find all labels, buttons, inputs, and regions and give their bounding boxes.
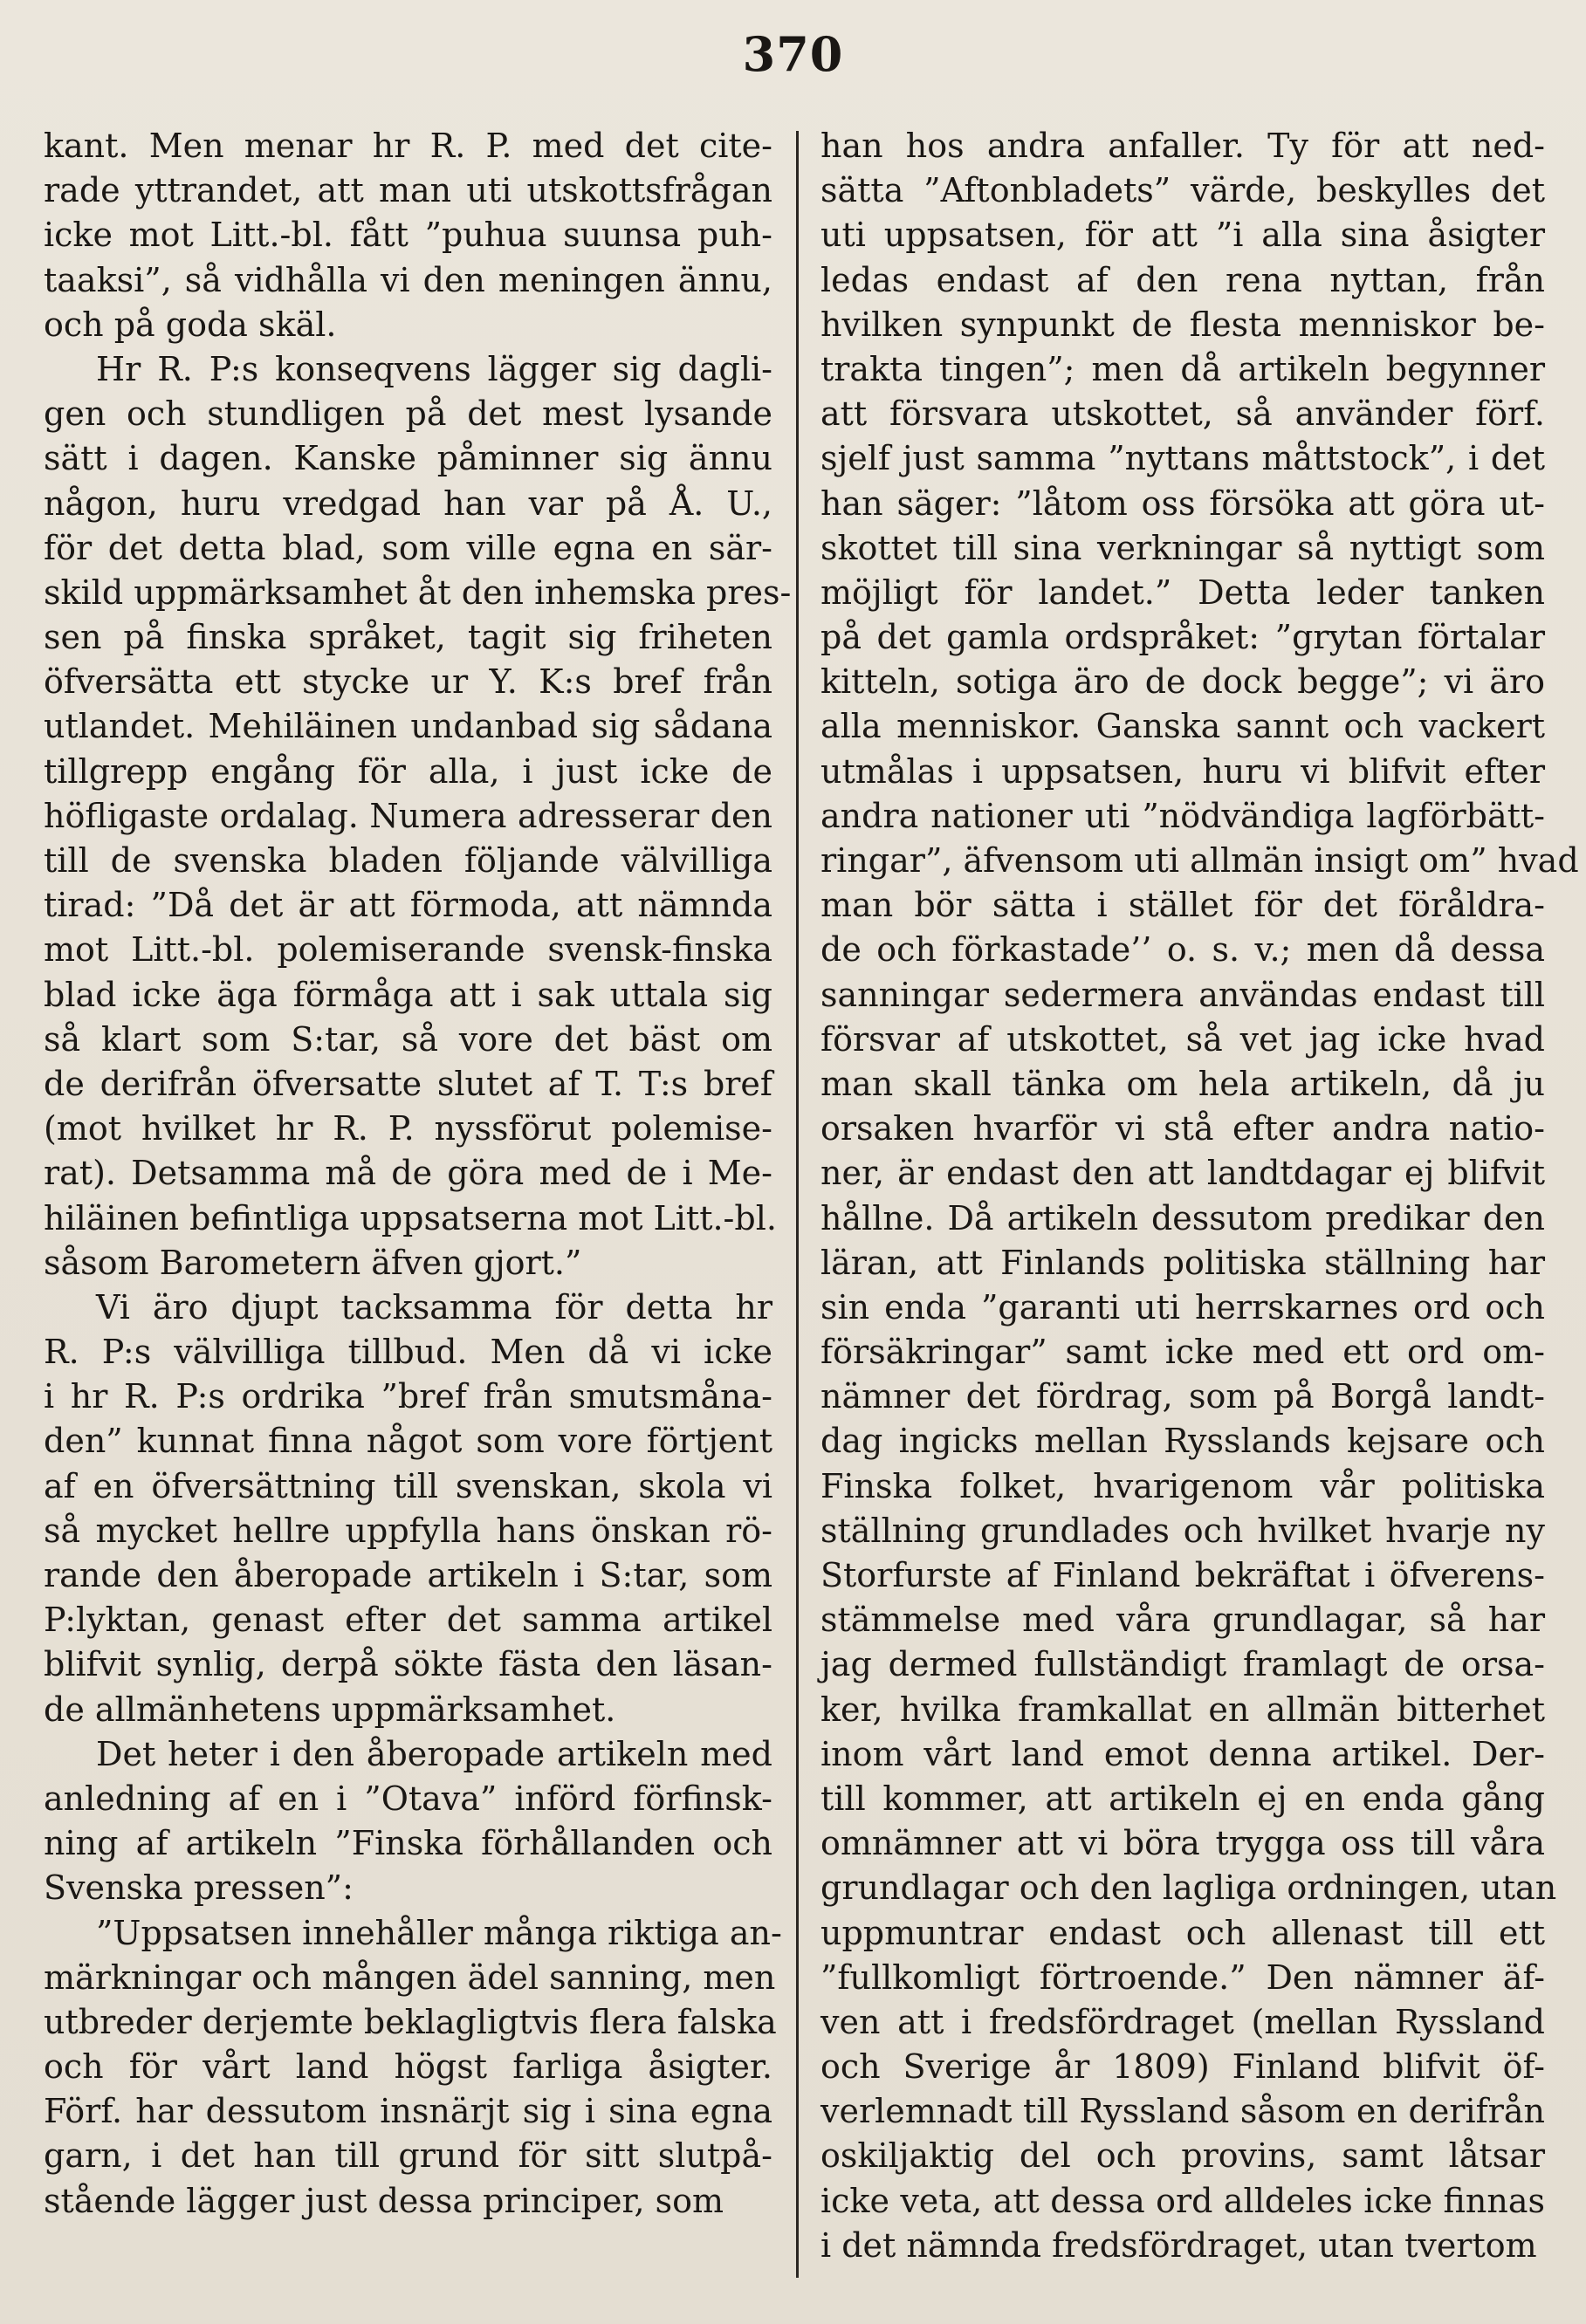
text-line: läran, att Finlands politiska ställning har <box>820 1243 1545 1282</box>
right-text-column <box>820 124 1579 2268</box>
text-line: blifvit synlig, derpå sökte fästa den läsan- <box>44 1645 772 1684</box>
text-line: kant. Men menar hr R. P. med det cite- <box>44 127 772 165</box>
text-line: uti uppsatsen, för att ”i alla sina åsigter <box>820 216 1545 255</box>
text-line: ställning grundlades och hvilket hvarje ny <box>820 1511 1545 1550</box>
text-line: man bör sätta i stället för det föråldra- <box>820 886 1545 925</box>
text-line: den” kunnat finna något som vore förtjent <box>44 1422 772 1461</box>
text-line: de derifrån öfversatte slutet af T. T:s bref <box>44 1064 772 1103</box>
text-line: ”Uppsatsen innehåller många riktiga an- <box>96 1913 782 1952</box>
left-text-column <box>44 124 792 2224</box>
text-line: orsaken hvarför vi stå efter andra natio- <box>820 1109 1545 1148</box>
text-line: ven att i fredsfördraget (mellan Ryssland <box>820 2002 1545 2041</box>
text-line: sätt i dagen. Kanske påminner sig ännu <box>44 439 772 478</box>
text-line: ”fullkomligt förtroende.” Den nämner äf- <box>820 1957 1545 1997</box>
text-line: stående lägger just dessa principer, som <box>44 2181 724 2220</box>
text-line: Svenska pressen”: <box>44 1868 354 1908</box>
text-line: verlemnadt till Ryssland såsom en derifrån <box>820 2092 1545 2131</box>
text-line: rat). Detsamma må de göra med de i Me- <box>44 1154 772 1193</box>
text-line: höfligaste ordalag. Numera adresserar den <box>44 796 772 835</box>
text-line: utbreder derjemte beklagligtvis flera falska <box>44 2002 777 2041</box>
text-line: till de svenska bladen följande välvilliga <box>44 841 772 880</box>
text-line: öfversätta ett stycke ur Y. K:s bref från <box>44 662 772 702</box>
text-line: möjligt för landet.” Detta leder tanken <box>820 572 1545 612</box>
text-line: stämmelse med våra grundlagar, så har <box>820 1601 1545 1640</box>
text-line: sätta ”Aftonbladets” värde, beskylles det <box>820 171 1545 210</box>
text-line: blad icke äga förmåga att i sak uttala sig <box>44 975 772 1014</box>
text-line: ker, hvilka framkallat en allmän bitterhet <box>820 1690 1545 1729</box>
text-line: Finska folket, hvarigenom vår politiska <box>820 1466 1545 1505</box>
text-line: icke veta, att dessa ord alldeles icke finnas <box>820 2181 1545 2220</box>
text-line: märkningar och mången ädel sanning, men <box>44 1957 776 1997</box>
text-line: rande den åberopade artikeln i S:tar, som <box>44 1556 772 1594</box>
text-line: Storfurste af Finland bekräftat i öfverens- <box>820 1556 1545 1594</box>
text-line: icke mot Litt.-bl. fått ”puhua suunsa puh- <box>44 216 772 255</box>
text-line: skottet till sina verkningar så nyttigt som <box>820 528 1545 567</box>
text-line: hiläinen befintliga uppsatserna mot Litt.-bl. <box>44 1198 777 1237</box>
text-line: omnämner att vi böra trygga oss till våra <box>820 1824 1545 1863</box>
text-line: att försvara utskottet, så använder förf. <box>820 394 1545 434</box>
text-line: mot Litt.-bl. polemiserande svensk-finska <box>44 930 772 970</box>
column-divider <box>796 131 799 2278</box>
text-line: sanningar sedermera användas endast till <box>820 975 1545 1014</box>
text-line: gen och stundligen på det mest lysande <box>44 394 772 434</box>
text-line: till kommer, att artikeln ej en enda gång <box>820 1779 1545 1818</box>
text-line: garn, i det han till grund för sitt slutpå- <box>44 2136 772 2176</box>
text-line: försvar af utskottet, så vet jag icke hvad <box>820 1019 1545 1059</box>
text-line: någon, huru vredgad han var på Å. U., <box>44 483 772 523</box>
text-line: R. P:s välvilliga tillbud. Men då vi icke <box>44 1333 772 1372</box>
text-line: Vi äro djupt tacksamma för detta hr <box>96 1287 772 1327</box>
text-line: oskiljaktig del och provins, samt låtsar <box>820 2136 1545 2176</box>
text-line: uppmuntrar endast och allenast till ett <box>820 1913 1545 1952</box>
text-line: anledning af en i ”Otava” införd förfinsk- <box>44 1779 772 1818</box>
text-line: ner, är endast den att landtdagar ej blifvit <box>820 1154 1545 1193</box>
text-line: utlandet. Mehiläinen undanbad sig sådana <box>44 707 772 746</box>
text-line: och Sverige år 1809) Finland blifvit öf- <box>820 2047 1545 2087</box>
text-line: Hr R. P:s konseqvens lägger sig dagli- <box>96 349 772 388</box>
text-line: hållne. Då artikeln dessutom predikar den <box>820 1198 1545 1237</box>
text-line: försäkringar” samt icke med ett ord om- <box>820 1333 1545 1372</box>
text-line: kitteln, sotiga äro de dock begge”; vi äro <box>820 662 1545 702</box>
text-line: sin enda ”garanti uti herrskarnes ord och <box>820 1287 1545 1327</box>
text-line: på det gamla ordspråket: ”grytan förtalar <box>820 618 1545 657</box>
text-line: inom vårt land emot denna artikel. Der- <box>820 1734 1545 1773</box>
text-line: hvilken synpunkt de flesta menniskor be- <box>820 305 1545 344</box>
text-line: ning af artikeln ”Finska förhållanden och <box>44 1824 772 1863</box>
text-line: sjelf just samma ”nyttans måttstock”, i det <box>820 439 1545 478</box>
text-line: tillgrepp engång för alla, i just icke de <box>44 751 772 791</box>
text-line: så klart som S:tar, så vore det bäst om <box>44 1019 772 1059</box>
text-line: han hos andra anfaller. Ty för att ned- <box>820 127 1545 165</box>
text-line: nämner det fördrag, som på Borgå landt- <box>820 1377 1545 1416</box>
text-line: och för vårt land högst farliga åsigter. <box>44 2047 772 2087</box>
text-line: Det heter i den åberopade artikeln med <box>96 1734 772 1773</box>
text-line: dag ingicks mellan Rysslands kejsare och <box>820 1422 1545 1461</box>
text-line: andra nationer uti ”nödvändiga lagförbätt- <box>820 796 1545 835</box>
text-line: de allmänhetens uppmärksamhet. <box>44 1690 616 1729</box>
text-line: i hr R. P:s ordrika ”bref från smutsmåna- <box>44 1377 772 1416</box>
text-line: taaksi”, så vidhålla vi den meningen ännu, <box>44 260 772 299</box>
text-line: Förf. har dessutom insnärjt sig i sina egna <box>44 2092 772 2131</box>
text-line: så mycket hellre uppfylla hans önskan rö- <box>44 1511 772 1550</box>
text-line: man skall tänka om hela artikeln, då ju <box>820 1064 1545 1103</box>
text-line: de och förkastade’’ o. s. v.; men då dessa <box>820 930 1545 970</box>
text-line: tirad: ”Då det är att förmoda, att nämnda <box>44 886 772 925</box>
text-line: jag dermed fullständigt framlagt de orsa- <box>820 1645 1545 1684</box>
text-line: sen på finska språket, tagit sig friheten <box>44 618 772 657</box>
text-line: för det detta blad, som ville egna en sär- <box>44 528 772 567</box>
text-line: ledas endast af den rena nyttan, från <box>820 260 1545 299</box>
text-line: han säger: ”låtom oss försöka att göra ut- <box>820 483 1545 523</box>
page-number: 370 <box>742 26 844 82</box>
text-line: ringar”, äfvensom uti allmän insigt om” hvad <box>820 841 1579 880</box>
text-line: och på goda skäl. <box>44 305 337 344</box>
text-line: såsom Barometern äfven gjort.” <box>44 1243 582 1282</box>
text-line: P:lyktan, genast efter det samma artikel <box>44 1601 772 1640</box>
text-line: grundlagar och den lagliga ordningen, utan <box>820 1868 1557 1908</box>
text-line: skild uppmärksamhet åt den inhemska pres- <box>44 572 792 612</box>
text-line: alla menniskor. Ganska sannt och vackert <box>820 707 1545 746</box>
text-line: (mot hvilket hr R. P. nyssförut polemise- <box>44 1109 772 1148</box>
text-line: i det nämnda fredsfördraget, utan tvertom <box>820 2225 1537 2265</box>
text-line: trakta tingen”; men då artikeln begynner <box>820 349 1545 388</box>
text-line: rade yttrandet, att man uti utskottsfrågan <box>44 171 772 210</box>
text-line: af en öfversättning till svenskan, skola vi <box>44 1466 772 1505</box>
text-line: utmålas i uppsatsen, huru vi blifvit efter <box>820 751 1545 791</box>
